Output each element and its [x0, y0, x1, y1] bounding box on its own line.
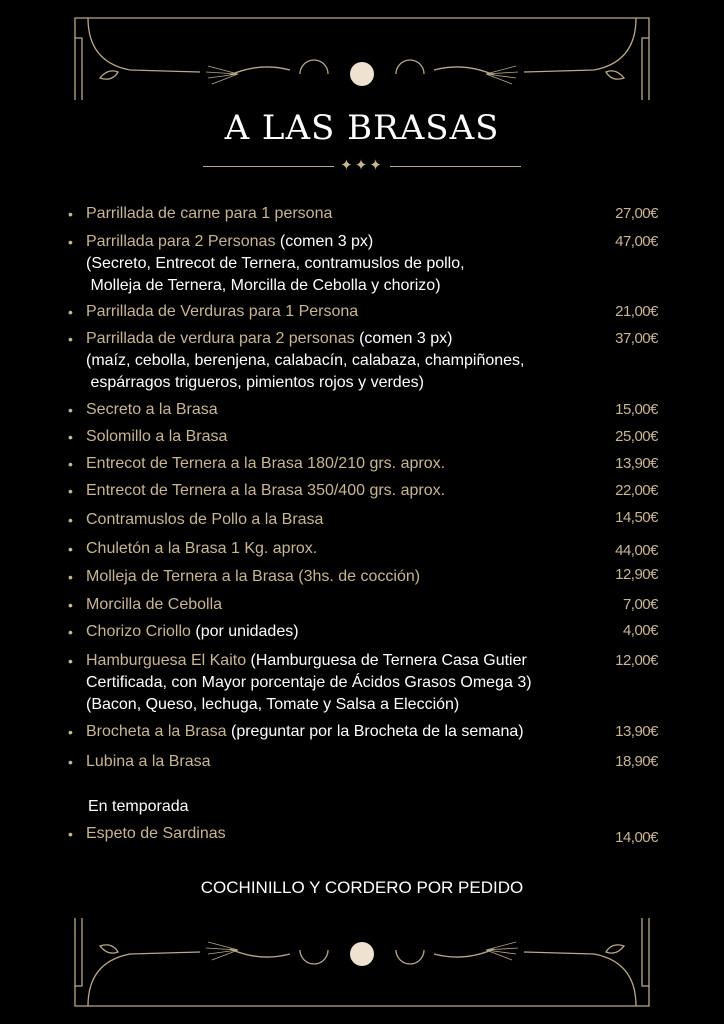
item-description: Certificada, con Mayor porcentaje de Ácidos Grasos Omega 3) — [86, 674, 532, 691]
item-price: 18,90€ — [615, 753, 658, 770]
item-name: Parrillada para 2 Personas — [86, 233, 276, 250]
bullet-icon: • — [68, 569, 73, 585]
item-note: (comen 3 px) — [279, 233, 374, 250]
item-name: Entrecot de Ternera a la Brasa 350/400 grs. aprox. — [86, 482, 446, 499]
menu-item — [68, 480, 668, 502]
bullet-icon: • — [68, 512, 73, 528]
item-description: (Bacon, Queso, lechuga, Tomate y Salsa a Elección) — [86, 696, 460, 713]
item-name: Solomillo a la Brasa — [86, 428, 228, 445]
item-price: 7,00€ — [622, 596, 658, 613]
bullet-icon: • — [68, 234, 73, 250]
item-price: 21,00€ — [615, 303, 658, 320]
item-name: Hamburguesa El Kaito — [86, 652, 247, 669]
menu-item — [68, 453, 668, 475]
item-name: Chorizo Criollo — [86, 623, 191, 640]
item-description: (maíz, cebolla, berenjena, calabacín, calabaza, champiñones, — [86, 352, 525, 369]
menu-item — [68, 301, 668, 323]
item-name: Morcilla de Cebolla — [86, 596, 223, 613]
bullet-icon: • — [68, 541, 73, 557]
menu-item — [68, 328, 668, 394]
item-price: 14,50€ — [615, 509, 658, 526]
item-price: 47,00€ — [615, 233, 658, 250]
bullet-icon: • — [68, 724, 73, 740]
item-price: 4,00€ — [622, 622, 658, 639]
item-name: Lubina a la Brasa — [86, 753, 211, 770]
menu-item — [68, 650, 668, 716]
menu-item — [68, 721, 668, 743]
item-name: Secreto a la Brasa — [86, 401, 218, 418]
menu-title: A LAS BRASAS — [224, 108, 500, 148]
bullet-icon: • — [68, 826, 73, 842]
menu-item — [68, 399, 668, 421]
item-note: (comen 3 px) — [359, 330, 453, 347]
item-name: Molleja de Ternera a la Brasa (3hs. de cocción) — [86, 568, 421, 585]
menu-item — [68, 509, 668, 531]
menu-item — [68, 566, 668, 588]
item-name: Brocheta a la Brasa — [86, 723, 227, 740]
item-description: Molleja de Ternera, Morcilla de Cebolla y chorizo) — [86, 277, 441, 294]
bullet-icon: • — [68, 597, 73, 613]
item-price: 22,00€ — [615, 482, 658, 499]
bullet-icon: • — [68, 206, 73, 222]
item-name: Parrillada de carne para 1 persona — [86, 205, 333, 222]
item-name: Chuletón a la Brasa 1 Kg. aprox. — [86, 540, 318, 557]
menu-item — [68, 594, 668, 616]
menu-item — [68, 426, 668, 448]
item-price: 14,00€ — [615, 829, 658, 846]
item-price: 25,00€ — [615, 428, 658, 445]
bullet-icon: • — [68, 304, 73, 320]
menu-item — [68, 621, 668, 643]
item-price: 12,90€ — [615, 566, 658, 583]
bullet-icon: • — [68, 456, 73, 472]
item-name: Parrillada de Verduras para 1 Persona — [86, 303, 359, 320]
menu-item — [68, 231, 668, 297]
menu-item — [68, 751, 668, 773]
item-price: 12,00€ — [615, 652, 658, 669]
footer-note: COCHINILLO Y CORDERO POR PEDIDO — [200, 878, 524, 897]
menu-item — [68, 538, 668, 560]
bullet-icon: • — [68, 429, 73, 445]
item-price: 15,00€ — [615, 401, 658, 418]
bullet-icon: • — [68, 331, 73, 347]
bullet-icon: • — [68, 483, 73, 499]
item-note: (Hamburguesa de Ternera Casa Gutier — [250, 652, 527, 669]
season-label: En temporada — [88, 798, 189, 815]
menu-item — [68, 203, 668, 225]
item-note: (preguntar por la Brocheta de la semana) — [230, 723, 524, 740]
item-price: 13,90€ — [615, 455, 658, 472]
item-price: 13,90€ — [615, 723, 658, 740]
bullet-icon: • — [68, 624, 73, 640]
item-price: 27,00€ — [615, 205, 658, 222]
stars-ornament: ✦✦✦ — [0, 156, 724, 174]
item-price: 37,00€ — [615, 330, 658, 347]
item-name: Entrecot de Ternera a la Brasa 180/210 grs. aprox. — [86, 455, 446, 472]
item-name: Parrillada de verdura para 2 personas — [86, 330, 355, 347]
item-description: (Secreto, Entrecot de Ternera, contramuslos de pollo, — [86, 255, 465, 272]
item-note: (por unidades) — [195, 623, 299, 640]
item-name: Espeto de Sardinas — [86, 825, 226, 842]
item-price: 44,00€ — [615, 542, 658, 559]
menu-item — [68, 823, 668, 845]
bullet-icon: • — [68, 402, 73, 418]
bullet-icon: • — [68, 653, 73, 669]
bullet-icon: • — [68, 754, 73, 770]
item-description: espárragos trigueros, pimientos rojos y verdes) — [86, 374, 424, 391]
item-name: Contramuslos de Pollo a la Brasa — [86, 511, 324, 528]
